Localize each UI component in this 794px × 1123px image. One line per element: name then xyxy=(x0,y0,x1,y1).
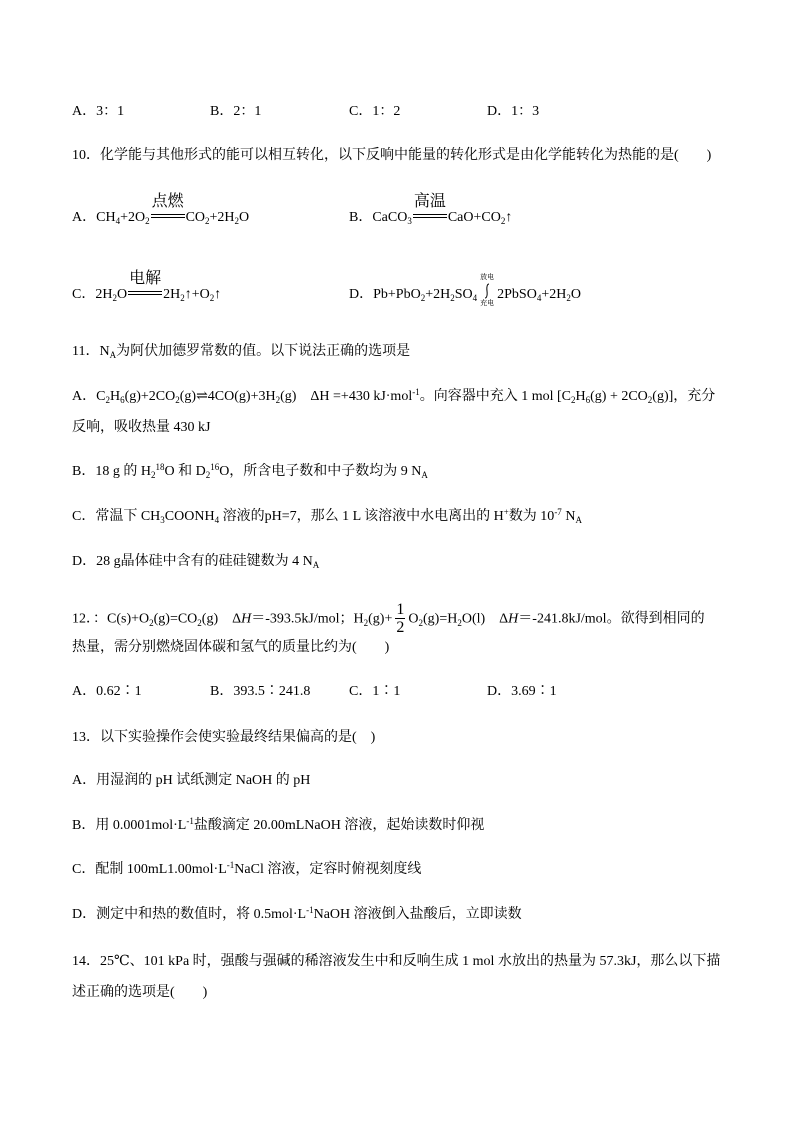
subscript: A xyxy=(421,470,428,480)
subscript: 2 xyxy=(571,395,576,405)
option-text: B．用 0.0001mol·L xyxy=(72,818,187,833)
formula-text: (g)⇌4CO(g)+3H xyxy=(179,389,276,404)
subscript: 2 xyxy=(500,216,506,226)
formula-text: O(l) Δ xyxy=(461,611,509,627)
formula-text: CaO+CO xyxy=(447,210,501,225)
formula-text: O xyxy=(116,287,128,302)
subscript: 4 xyxy=(214,515,220,525)
option-text: C．配制 100mL1.00mol·L xyxy=(72,862,227,877)
subscript: 4 xyxy=(115,216,121,226)
formula-text: SO xyxy=(454,287,473,302)
reaction-condition xyxy=(128,270,162,298)
formula-text: (g)+ xyxy=(368,611,393,627)
subscript: 6 xyxy=(120,395,125,405)
subscript: 4 xyxy=(472,293,478,303)
subscript: 2 xyxy=(145,216,150,226)
subscript: 2 xyxy=(418,617,423,628)
fraction-denominator: 2 xyxy=(396,619,405,636)
superscript: -1 xyxy=(226,860,235,870)
formula-text: O xyxy=(239,210,250,225)
formula-text: ↑+O xyxy=(184,287,210,302)
q12-option-a: A．0.62∶1 xyxy=(72,684,142,699)
option-text: D．测定中和热的数值时，将 0.5mol·L xyxy=(72,907,307,922)
subscript: 2 xyxy=(197,617,202,628)
q11-option-c xyxy=(72,509,582,525)
condition-label: 电解 xyxy=(129,270,162,287)
formula-text: +2H xyxy=(425,287,451,302)
formula-text: COONH xyxy=(164,509,215,524)
superscript: 18 xyxy=(155,462,165,472)
q11-option-a-line2: 反响，吸收热量 430 kJ xyxy=(72,420,211,435)
q9-option-c: C．1：2 xyxy=(349,104,401,119)
q13-option-c xyxy=(72,862,421,878)
q12-option-d: D．3.69∶1 xyxy=(487,684,557,699)
formula-text: 2PbSO xyxy=(497,287,537,302)
formula-text: (g)=CO xyxy=(153,611,198,627)
q10-option-a xyxy=(72,193,250,226)
equals-sign xyxy=(413,214,447,218)
formula-text: C．2H xyxy=(72,287,113,302)
subscript: 2 xyxy=(205,470,211,480)
formula-text: O，所含电子数和中子数均为 9 N xyxy=(219,464,422,479)
subscript: A xyxy=(575,515,582,525)
formula-text: 2H xyxy=(163,287,181,302)
formula-text: H xyxy=(109,389,121,404)
superscript: -1 xyxy=(306,905,314,915)
subscript: 2 xyxy=(175,395,180,405)
superscript: -1 xyxy=(412,387,420,397)
subscript: 2 xyxy=(457,617,462,628)
formula-text: C．常温下 CH xyxy=(72,509,161,524)
q12-option-c: C．1∶1 xyxy=(349,684,401,699)
subscript: 2 xyxy=(150,470,156,480)
equals-sign xyxy=(128,291,162,295)
stem-text: 为阿伏加德罗常数的值。以下说法正确的选项是 xyxy=(116,344,411,359)
option-text: NaOH 溶液倒入盐酸后，立即读数 xyxy=(313,907,522,922)
condition-label-bottom: 充电 xyxy=(480,299,495,307)
formula-text: H xyxy=(575,389,586,404)
option-text: NaCl 溶液，定容时俯视刻度线 xyxy=(234,862,422,877)
subscript: 2 xyxy=(105,395,110,405)
subscript: 2 xyxy=(275,395,281,405)
formula-text: 溶液的pH=7，那么 1 L 该溶液中水电离出的 H xyxy=(219,509,504,524)
superscript: + xyxy=(503,507,509,517)
italic-symbol: H xyxy=(508,611,519,627)
formula-text: (g)+2CO xyxy=(124,389,176,404)
q13-option-b xyxy=(72,818,484,834)
formula-text: +2O xyxy=(120,210,146,225)
subscript: 2 xyxy=(234,216,240,226)
formula-text: D．28 g晶体硅中含有的硅硅键数为 4 N xyxy=(72,554,313,569)
q11-option-a-line1 xyxy=(72,389,715,405)
equals-sign xyxy=(151,214,185,218)
condition-label-top: 放电 xyxy=(480,273,495,281)
fraction-numerator: 1 xyxy=(396,601,405,618)
reaction-condition xyxy=(151,193,185,221)
q14-stem-line1: 14．25℃、101 kPa 时，强酸与强碱的稀溶液发生中和反响生成 1 mol 水放出的热量为 57.3kJ，那么以下描 xyxy=(72,954,721,969)
q13-option-d xyxy=(72,907,522,923)
formula-text: ↑ xyxy=(214,287,222,302)
subscript: 2 xyxy=(420,293,426,303)
formula-text: (g)=H xyxy=(423,611,458,627)
superscript: -7 xyxy=(554,507,562,517)
stem-text: 11．N xyxy=(72,344,110,359)
q9-option-b: B．2：1 xyxy=(210,104,262,119)
subscript: 2 xyxy=(209,293,215,303)
subscript: 2 xyxy=(149,617,154,628)
superscript: -1 xyxy=(186,816,194,826)
subscript: 2 xyxy=(450,293,455,303)
formula-text: O 和 D xyxy=(164,464,206,479)
q9-option-a: A．3：1 xyxy=(72,104,125,119)
condition-label: 点燃 xyxy=(151,193,184,210)
subscript: 3 xyxy=(160,515,165,525)
q10-option-d xyxy=(349,273,581,307)
q10-option-c xyxy=(72,270,222,303)
formula-text: ↑ xyxy=(505,210,513,225)
subscript: 2 xyxy=(205,216,210,226)
q9-option-d: D．1：3 xyxy=(487,104,540,119)
superscript: 16 xyxy=(210,462,220,472)
subscript: 2 xyxy=(112,293,117,303)
formula-text: O xyxy=(570,287,581,302)
reaction-condition xyxy=(413,193,447,221)
formula-text: B．18 g 的 H xyxy=(72,464,151,479)
fraction xyxy=(395,601,405,636)
subscript: 3 xyxy=(407,216,412,226)
reversible-arrow-icon xyxy=(482,283,492,299)
formula-text: 。向容器中充入 1 mol [C xyxy=(419,389,571,404)
formula-text: 12．：C(s)+O xyxy=(72,611,150,627)
q11-stem xyxy=(72,344,410,360)
formula-text: +2H xyxy=(209,210,235,225)
formula-text: ＝-241.8kJ/mol。欲得到相同的 xyxy=(518,611,705,627)
q10-stem: 10．化学能与其他形式的能可以相互转化，以下反响中能量的转化形式是由化学能转化为热能的是( ) xyxy=(72,148,712,163)
subscript: 4 xyxy=(536,293,542,303)
formula-text: N xyxy=(561,509,576,524)
q12-stem-line2: 热量，需分别燃烧固体碳和氢气的质量比约为( ) xyxy=(72,640,390,655)
formula-text: O xyxy=(408,611,419,627)
q12-stem-line1 xyxy=(72,602,705,637)
subscript: 2 xyxy=(180,293,185,303)
subscript: 6 xyxy=(585,395,591,405)
reversible-reaction-sign xyxy=(479,273,495,307)
option-text: 盐酸滴定 20.00mLNaOH 溶液，起始读数时仰视 xyxy=(193,818,485,833)
subscript: 2 xyxy=(566,293,571,303)
formula-text: (g) + 2CO xyxy=(590,389,648,404)
formula-text: A．CH xyxy=(72,210,116,225)
formula-text: D．Pb+PbO xyxy=(349,287,421,302)
q11-option-b xyxy=(72,464,428,480)
formula-text: A．C xyxy=(72,389,106,404)
subscript: A xyxy=(109,350,117,360)
q14-stem-line2: 述正确的选项是( ) xyxy=(72,985,208,1000)
formula-text: 数为 10 xyxy=(508,509,555,524)
subscript: 2 xyxy=(647,395,653,405)
formula-text: (g)]，充分 xyxy=(652,389,716,404)
formula-text: B．CaCO xyxy=(349,210,408,225)
q13-option-a: A．用湿润的 pH 试纸测定 NaOH 的 pH xyxy=(72,773,311,788)
q12-option-b: B．393.5∶241.8 xyxy=(210,684,311,699)
formula-text: +2H xyxy=(541,287,567,302)
formula-text: (g) Δ xyxy=(201,611,242,627)
q10-option-b xyxy=(349,193,513,226)
subscript: A xyxy=(312,560,320,570)
formula-text: (g) ΔH =+430 kJ·mol xyxy=(280,389,413,404)
condition-label: 高温 xyxy=(413,193,446,210)
italic-symbol: H xyxy=(241,611,252,627)
q11-option-d xyxy=(72,554,319,570)
q13-stem: 13．以下实验操作会使实验最终结果偏高的是( ) xyxy=(72,730,376,745)
formula-text: ＝-393.5kJ/mol；H xyxy=(251,611,364,627)
subscript: 2 xyxy=(363,617,369,628)
formula-text: CO xyxy=(185,210,206,225)
